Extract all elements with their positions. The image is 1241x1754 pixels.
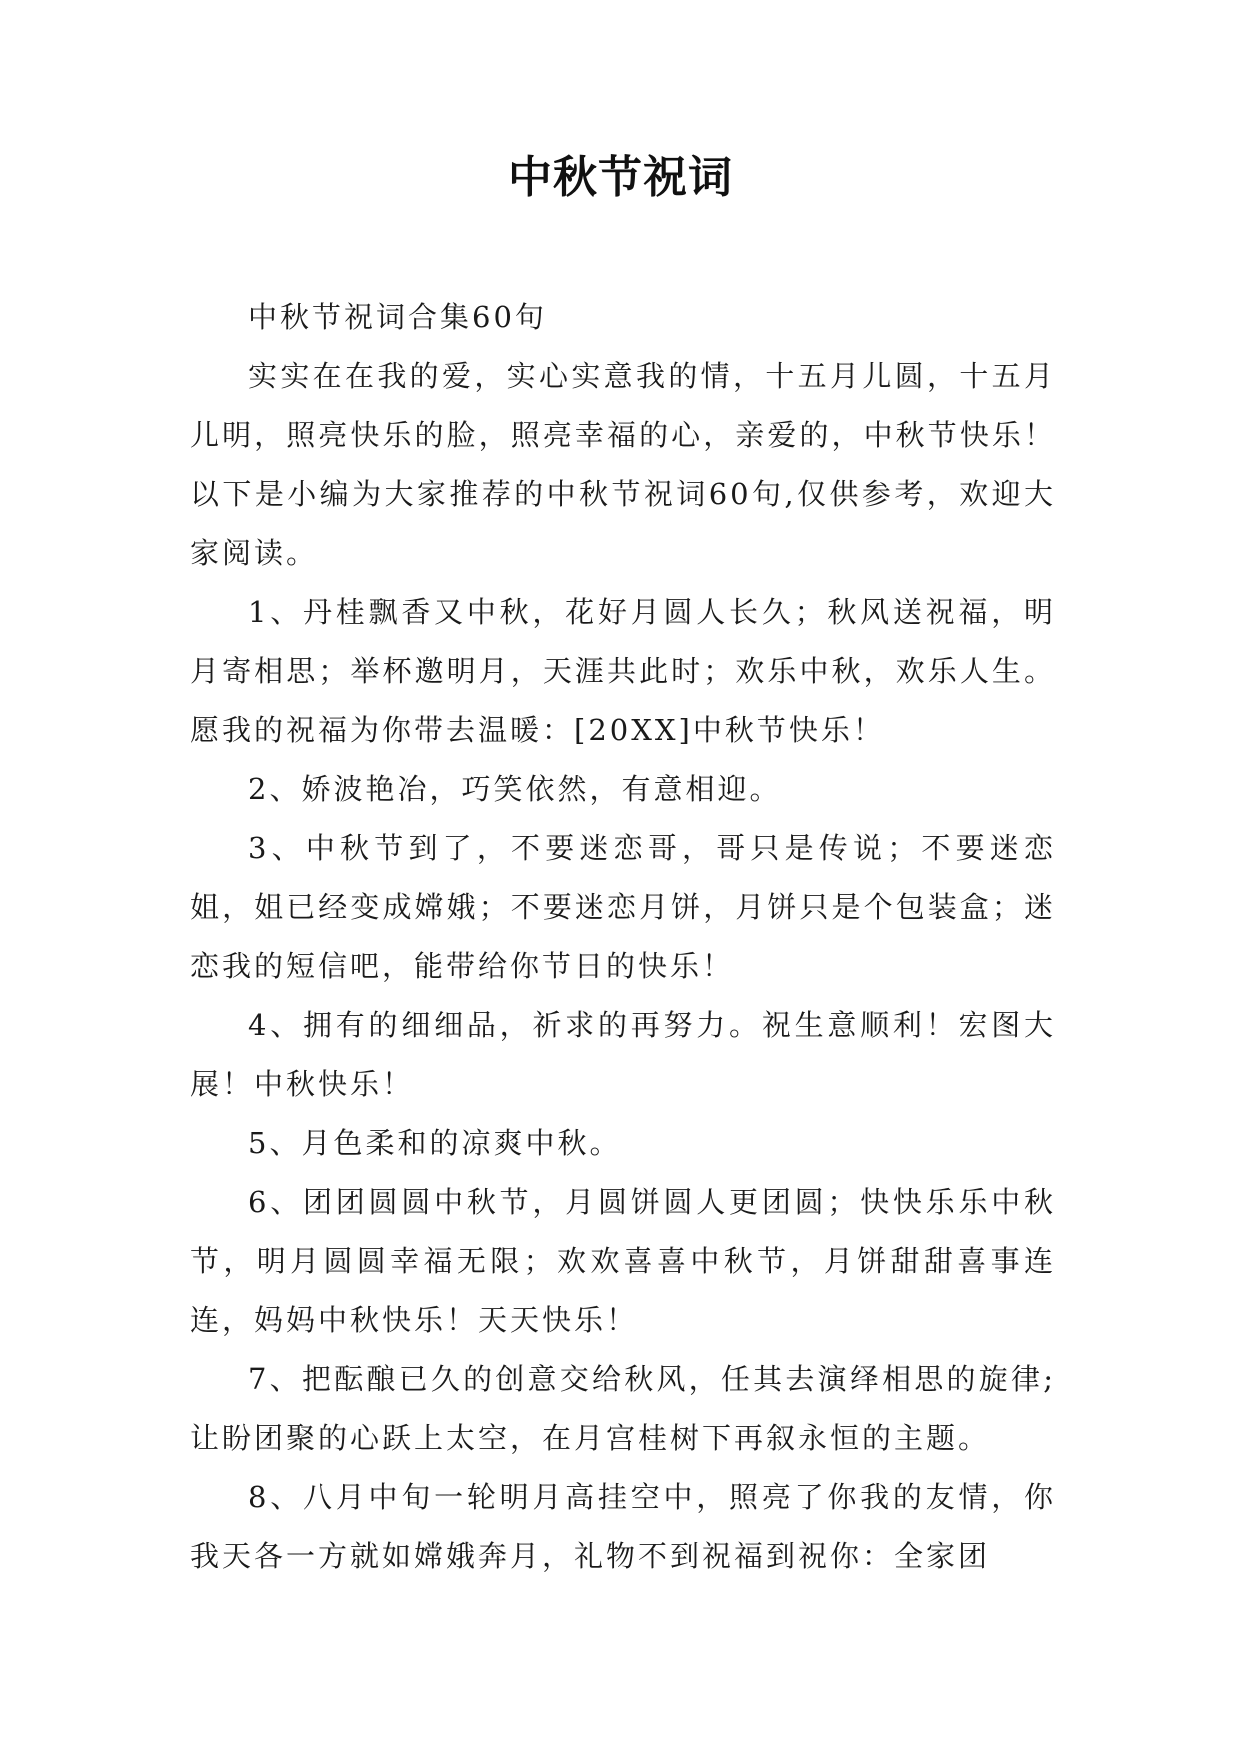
paragraph-item-8: 8、八月中旬一轮明月高挂空中，照亮了你我的友情，你我天各一方就如嫦娥奔月，礼物不到祝福到祝你：全家团 bbox=[190, 1480, 1056, 1573]
paragraph-item-4: 4、拥有的细细品，祈求的再努力。祝生意顺利！宏图大展！中秋快乐！ bbox=[190, 1008, 1056, 1101]
document-body bbox=[190, 288, 1056, 1586]
paragraph-item-5: 5、月色柔和的凉爽中秋。 bbox=[248, 1126, 622, 1160]
paragraph-intro: 实实在在我的爱，实心实意我的情，十五月儿圆，十五月儿明，照亮快乐的脸，照亮幸福的心，亲爱的，中秋节快乐！以下是小编为大家推荐的中秋节祝词60句,仅供参考，欢迎大家阅读。 bbox=[190, 359, 1056, 570]
paragraph-item-2: 2、娇波艳冶，巧笑依然，有意相迎。 bbox=[248, 772, 782, 806]
paragraph-subtitle: 中秋节祝词合集60句 bbox=[248, 300, 547, 334]
paragraph-item-6: 6、团团圆圆中秋节，月圆饼圆人更团圆；快快乐乐中秋节，明月圆圆幸福无限；欢欢喜喜中秋节，月饼甜甜喜事连连，妈妈中秋快乐！天天快乐！ bbox=[190, 1185, 1056, 1337]
paragraph-item-7: 7、把酝酿已久的创意交给秋风，任其去演绎相思的旋律;让盼团聚的心跃上太空，在月宫桂树下再叙永恒的主题。 bbox=[190, 1362, 1056, 1455]
paragraph-item-1: 1、丹桂飘香又中秋，花好月圆人长久；秋风送祝福，明月寄相思；举杯邀明月，天涯共此时；欢乐中秋，欢乐人生。愿我的祝福为你带去温暖：[20XX]中秋节快乐！ bbox=[190, 595, 1056, 747]
document-title: 中秋节祝词 bbox=[508, 152, 733, 203]
paragraph-item-3: 3、中秋节到了，不要迷恋哥，哥只是传说；不要迷恋姐，姐已经变成嫦娥；不要迷恋月饼，月饼只是个包装盒；迷恋我的短信吧，能带给你节日的快乐！ bbox=[190, 831, 1056, 983]
